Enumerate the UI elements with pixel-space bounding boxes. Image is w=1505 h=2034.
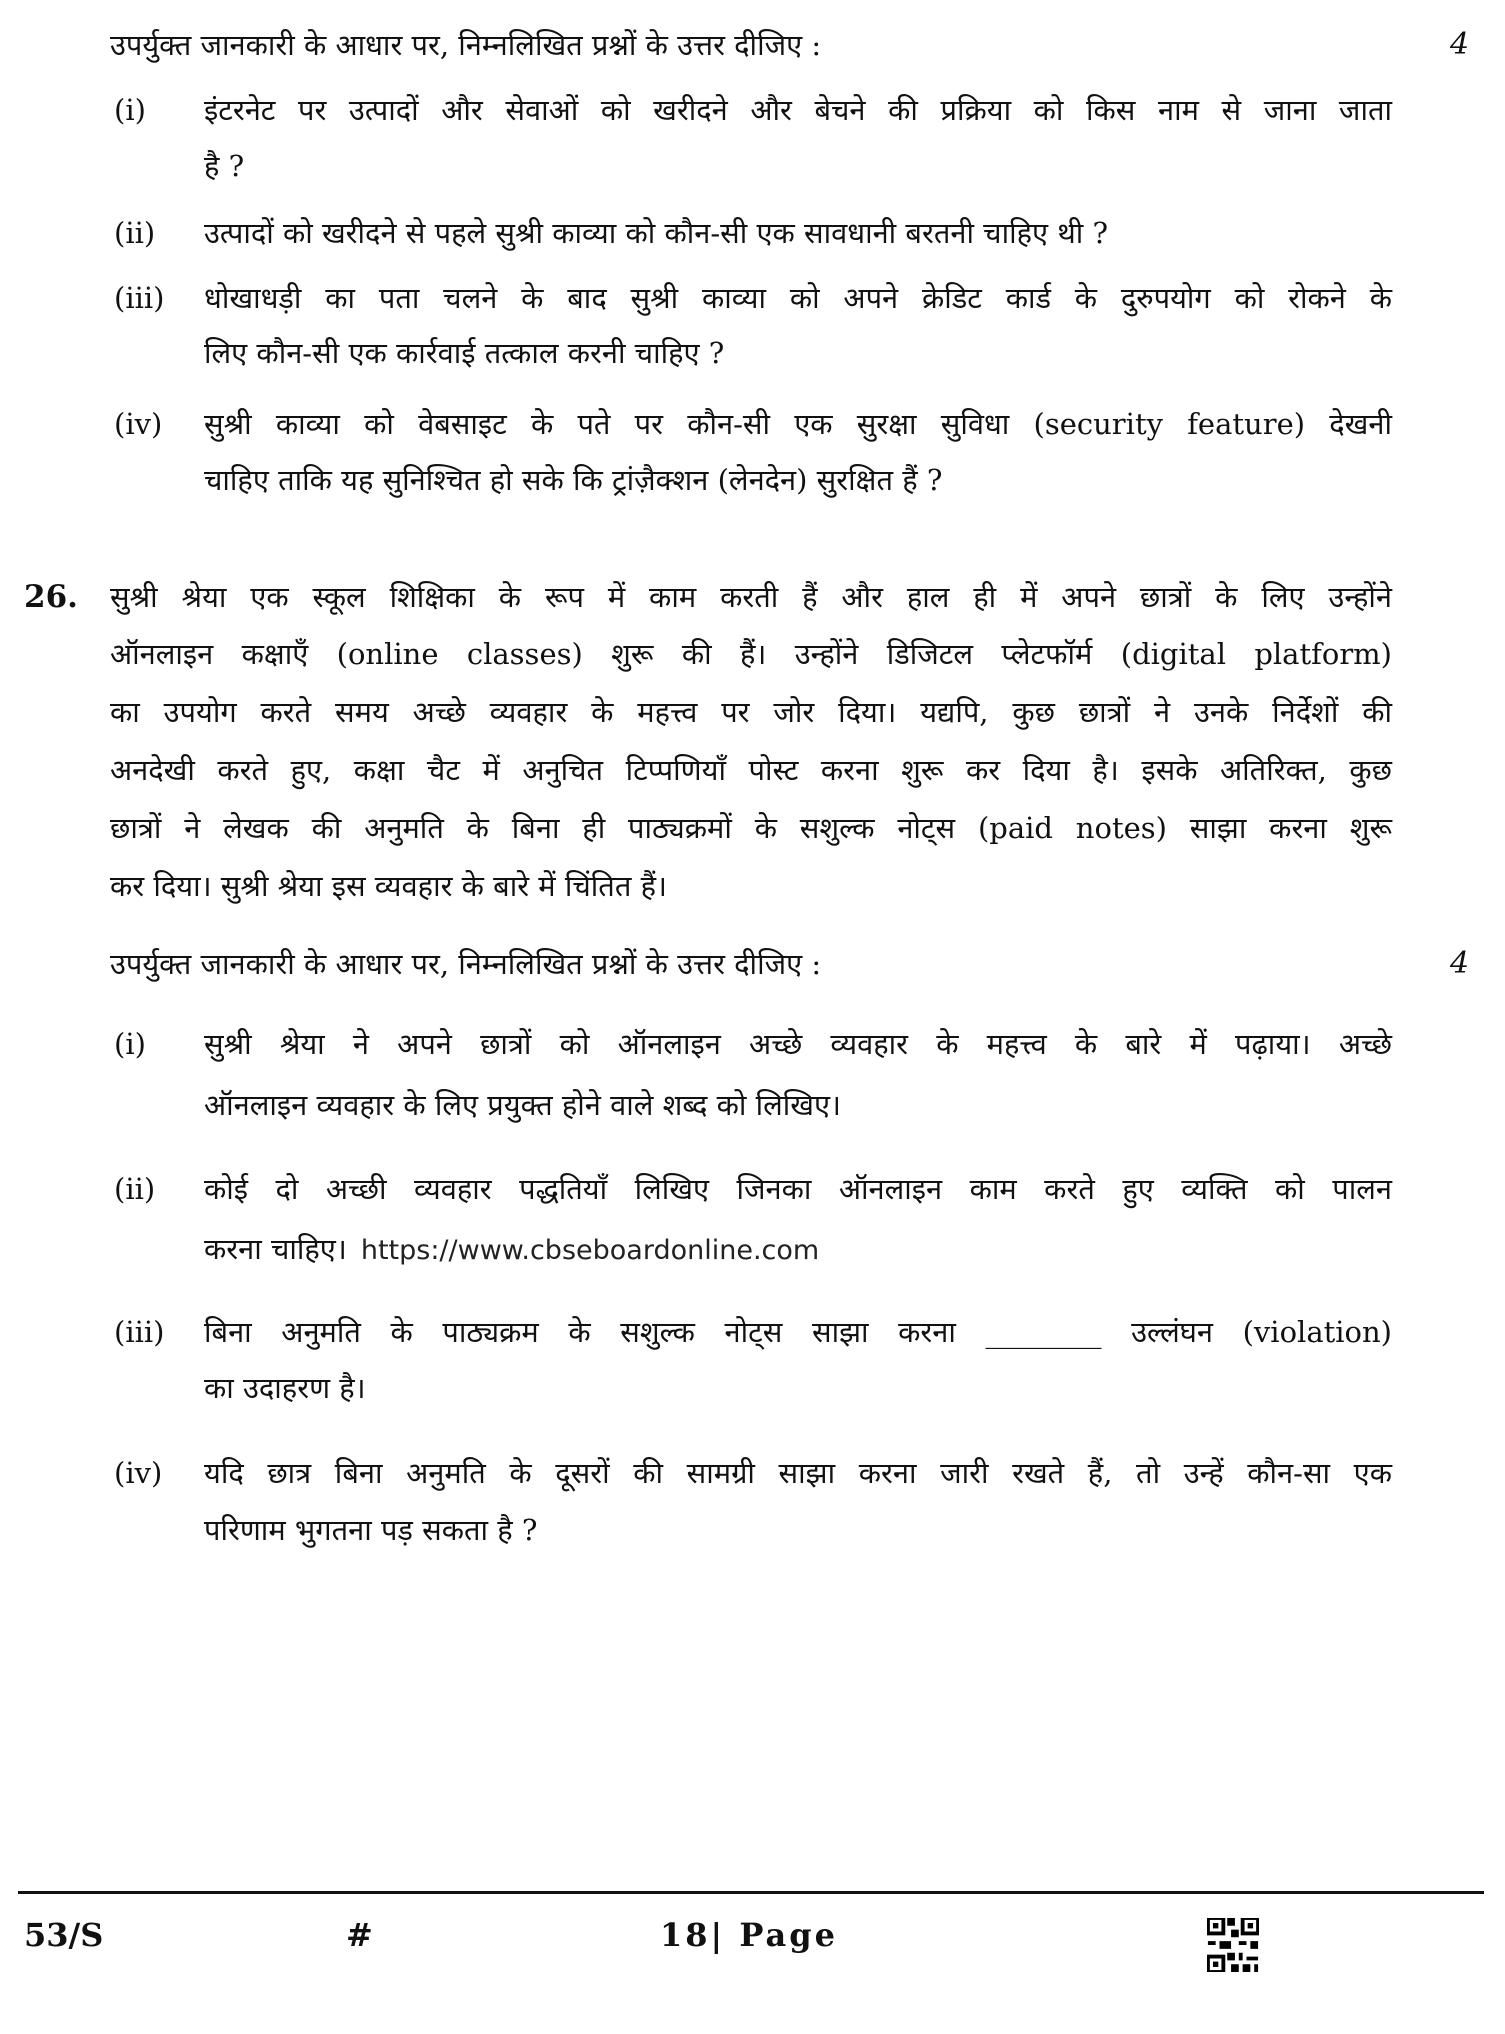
q26-passage-line: सुश्री श्रेया एक स्कूल शिक्षिका के रूप में काम करती हैं और हाल ही में अपने छात्रों के लिए उन्होंने xyxy=(110,580,1392,614)
q25-sub-label: (iv) xyxy=(114,407,163,441)
q26-sub-text-line xyxy=(204,1229,819,1271)
q25-sub-text: सुश्री काव्या को वेबसाइट के पते पर कौन-सी एक सुरक्षा सुविधा (security feature) देखनी xyxy=(204,407,1392,441)
q26-instruction: उपर्युक्त जानकारी के आधार पर, निम्नलिखित प्रश्नों के उत्तर दीजिए : xyxy=(110,947,822,981)
q26-sub-text: परिणाम भुगतना पड़ सकता है ? xyxy=(204,1513,538,1547)
q25-sub-text: चाहिए ताकि यह सुनिश्चित हो सके कि ट्रांज़ैक्शन (लेनदेन) सुरक्षित हैं ? xyxy=(204,463,943,497)
footer-hash: # xyxy=(346,1916,373,1954)
q26-passage-line: का उपयोग करते समय अच्छे व्यवहार के महत्त्व पर जोर दिया। यद्यपि, कुछ छात्रों ने उनके निर्देशों की xyxy=(110,695,1392,729)
qr-code-icon xyxy=(1207,1918,1259,1972)
q26-sub-label: (ii) xyxy=(114,1172,156,1206)
q25-sub-text: इंटरनेट पर उत्पादों और सेवाओं को खरीदने और बेचने की प्रक्रिया को किस नाम से जाना जाता xyxy=(204,93,1392,127)
q25-sub-label: (i) xyxy=(114,93,146,127)
q26-passage-line: छात्रों ने लेखक की अनुमति के बिना ही पाठ्यक्रमों के सशुल्क नोट्स (paid notes) साझा करना शुरू xyxy=(110,811,1392,845)
q26-sub-text: ऑनलाइन व्यवहार के लिए प्रयुक्त होने वाले शब्द को लिखिए। xyxy=(204,1088,842,1122)
q26-sub-text: करना चाहिए। xyxy=(204,1232,347,1266)
page-number: 18| Page xyxy=(660,1916,838,1954)
footer-divider xyxy=(18,1891,1484,1894)
q25-sub-label: (ii) xyxy=(114,216,156,250)
q26-sub-label: (i) xyxy=(114,1027,146,1061)
q26-sub-text: यदि छात्र बिना अनुमति के दूसरों की सामग्री साझा करना जारी रखते हैं, तो उन्हें कौन-सा एक xyxy=(204,1456,1392,1490)
q26-sub-text: कोई दो अच्छी व्यवहार पद्धतियाँ लिखिए जिनका ऑनलाइन काम करते हुए व्यक्ति को पालन xyxy=(204,1172,1392,1206)
q26-sub-label: (iv) xyxy=(114,1456,163,1490)
watermark-url: https://www.cbseboardonline.com xyxy=(360,1235,820,1266)
q26-sub-text: का उदाहरण है। xyxy=(204,1371,366,1405)
q25-instruction: उपर्युक्त जानकारी के आधार पर, निम्नलिखित प्रश्नों के उत्तर दीजिए : xyxy=(110,28,822,62)
q26-sub-text: सुश्री श्रेया ने अपने छात्रों को ऑनलाइन अच्छे व्यवहार के महत्त्व के बारे में पढ़ाया। अच्छे xyxy=(204,1027,1392,1061)
q26-sub-text: बिना अनुमति के पाठ्यक्रम के सशुल्क नोट्स साझा करना ________ उल्लंघन (violation) xyxy=(204,1315,1392,1349)
q26-passage-line: अनदेखी करते हुए, कक्षा चैट में अनुचित टिप्पणियाँ पोस्ट करना शुरू कर दिया है। इसके अतिरिक्त, कुछ xyxy=(110,753,1392,787)
q25-sub-text: है ? xyxy=(204,149,245,183)
q26-passage-line: कर दिया। सुश्री श्रेया इस व्यवहार के बारे में चिंतित हैं। xyxy=(110,869,667,903)
q25-sub-text: धोखाधड़ी का पता चलने के बाद सुश्री काव्या को अपने क्रेडिट कार्ड के दुरुपयोग को रोकने के xyxy=(204,281,1392,315)
q26-marks: 4 xyxy=(1450,946,1470,981)
q25-marks: 4 xyxy=(1450,27,1470,62)
q25-sub-text: लिए कौन-सी एक कार्रवाई तत्काल करनी चाहिए ? xyxy=(204,336,725,370)
q25-sub-label: (iii) xyxy=(114,281,165,315)
q26-sub-label: (iii) xyxy=(114,1315,165,1349)
q25-sub-text: उत्पादों को खरीदने से पहले सुश्री काव्या को कौन-सी एक सावधानी बरतनी चाहिए थी ? xyxy=(204,216,1109,250)
q26-number: 26. xyxy=(24,579,78,615)
paper-code: 53/S xyxy=(24,1916,104,1954)
q26-passage-line: ऑनलाइन कक्षाएँ (online classes) शुरू की हैं। उन्होंने डिजिटल प्लेटफॉर्म (digital platform) xyxy=(110,637,1392,671)
